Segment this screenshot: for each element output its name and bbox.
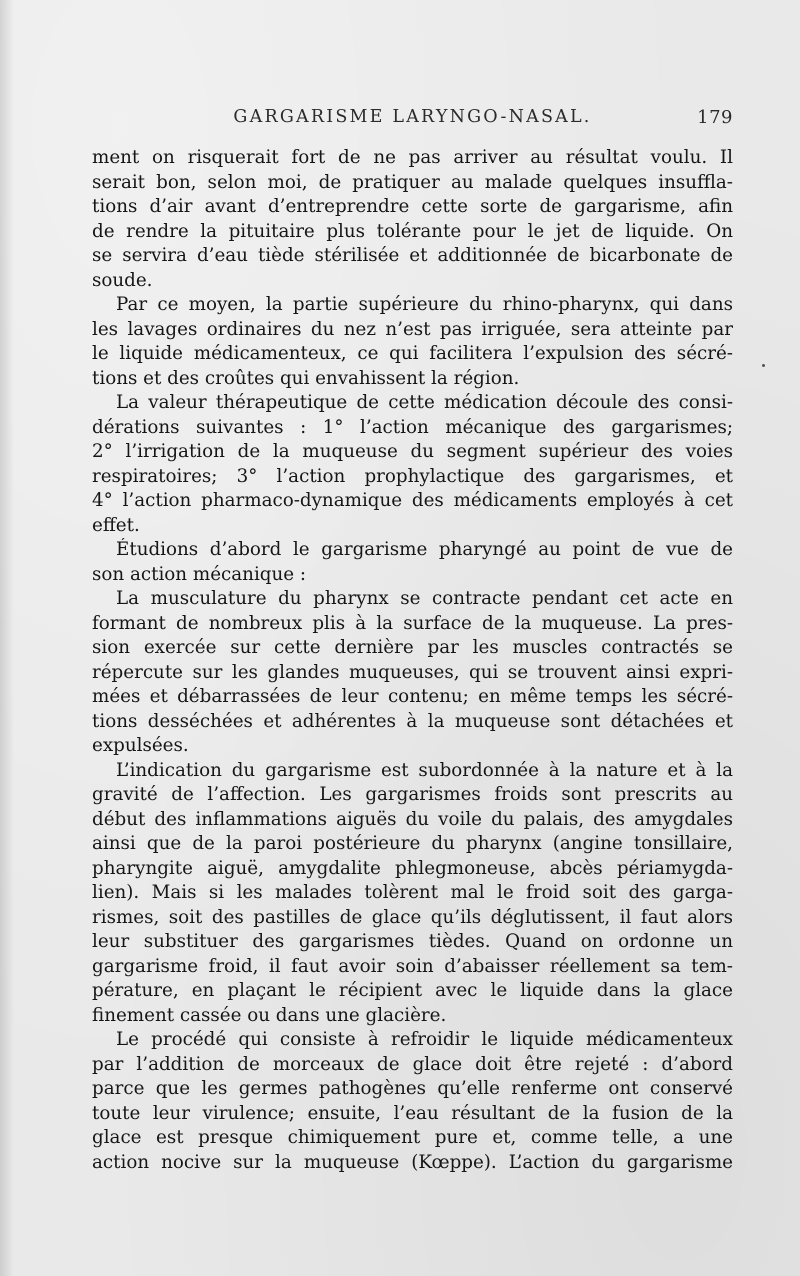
running-head (92, 107, 733, 131)
scan-speck (762, 364, 765, 367)
text-line: leur substituer des gargarismes tièdes. Quand on ordonne un (92, 931, 733, 952)
text-line: rismes, soit des pastilles de glace qu’ils déglutissent, il faut alors (92, 906, 733, 928)
text-line: ainsi que de la paroi postérieure du pharynx (angine tonsillaire, (92, 833, 733, 854)
text-line: 4° l’action pharmaco-dynamique des médicaments employés à cet (92, 490, 733, 511)
page-number: 179 (697, 107, 733, 128)
text-line: le liquide médicamenteux, ce qui facilitera l’expulsion des sécré- (92, 343, 733, 364)
text-line: début des inflammations aiguës du voile du palais, des amygdales (92, 808, 733, 830)
text-line: La valeur thérapeutique de cette médication découle des consi- (116, 392, 733, 413)
text-line: Étudions d’abord le gargarisme pharyngé au point de vue de (116, 539, 733, 560)
text-line: dérations suivantes : 1° l’action mécanique des gargarismes; (92, 416, 733, 438)
text-line: glace est presque chimiquement pure et, comme telle, a une (92, 1127, 733, 1148)
text-line: tions desséchées et adhérentes à la muqueuse sont détachées et (92, 710, 733, 732)
text-line: serait bon, selon moi, de pratiquer au malade quelques insuffla- (92, 171, 733, 193)
body-text (92, 146, 733, 1175)
text-line: sion exercée sur cette dernière par les muscles contractés se (92, 637, 733, 658)
page-edge-shadow (0, 0, 14, 1276)
text-line: lien). Mais si les malades tolèrent mal le froid soit des garga- (92, 882, 733, 903)
text-line: soude. (92, 269, 153, 291)
text-line: gargarisme froid, il faut avoir soin d’abaisser réellement sa tem- (92, 955, 733, 977)
text-line: La musculature du pharynx se contracte pendant cet acte en (116, 588, 733, 609)
text-line: se servira d’eau tiède stérilisée et additionnée de bicarbonate de (92, 245, 733, 266)
text-line: ment on risquerait fort de ne pas arriver au résultat voulu. Il (92, 147, 733, 168)
text-line: action nocive sur la muqueuse (Kœppe). L’action du gargarisme (92, 1151, 733, 1173)
text-line: pérature, en plaçant le récipient avec le liquide dans la glace (92, 980, 733, 1001)
text-line: 2° l’irrigation de la muqueuse du segment supérieur des voies (92, 441, 733, 462)
text-line: de rendre la pituitaire plus tolérante pour le jet de liquide. On (92, 220, 733, 242)
text-line: L’indication du gargarisme est subordonnée à la nature et à la (116, 759, 733, 781)
text-line: son action mécanique : (92, 563, 307, 585)
text-line: tions et des croûtes qui envahissent la région. (92, 367, 520, 389)
text-line: toute leur virulence; ensuite, l’eau résultant de la fusion de la (92, 1102, 733, 1124)
text-line: formant de nombreux plis à la surface de la muqueuse. La pres- (92, 612, 733, 634)
text-line: tions d’air avant d’entreprendre cette sorte de gargarisme, afin (92, 196, 733, 217)
text-line: finement cassée ou dans une glacière. (92, 1004, 447, 1026)
text-line: Par ce moyen, la partie supérieure du rhino-pharynx, qui dans (116, 294, 733, 315)
text-line: par l’addition de morceaux de glace doit être rejeté : d’abord (92, 1053, 733, 1075)
text-line: Le procédé qui consiste à refroidir le liquide médicamenteux (116, 1029, 733, 1050)
text-line: mées et débarrassées de leur contenu; en même temps les sécré- (92, 686, 733, 707)
running-title: GARGARISME LARYNGO-NASAL. (233, 107, 592, 127)
text-line: effet. (92, 514, 140, 536)
text-line: gravité de l’affection. Les gargarismes froids sont prescrits au (92, 784, 733, 805)
text-line: pharyngite aiguë, amygdalite phlegmoneuse, abcès périamygda- (92, 857, 733, 879)
text-line: les lavages ordinaires du nez n’est pas irriguée, sera atteinte par (92, 318, 733, 340)
text-line: parce que les germes pathogènes qu’elle renferme ont conservé (92, 1078, 733, 1099)
text-line: répercute sur les glandes muqueuses, qui se trouvent ainsi expri- (92, 661, 733, 683)
text-line: expulsées. (92, 735, 189, 756)
text-line: respiratoires; 3° l’action prophylactique des gargarismes, et (92, 465, 733, 487)
